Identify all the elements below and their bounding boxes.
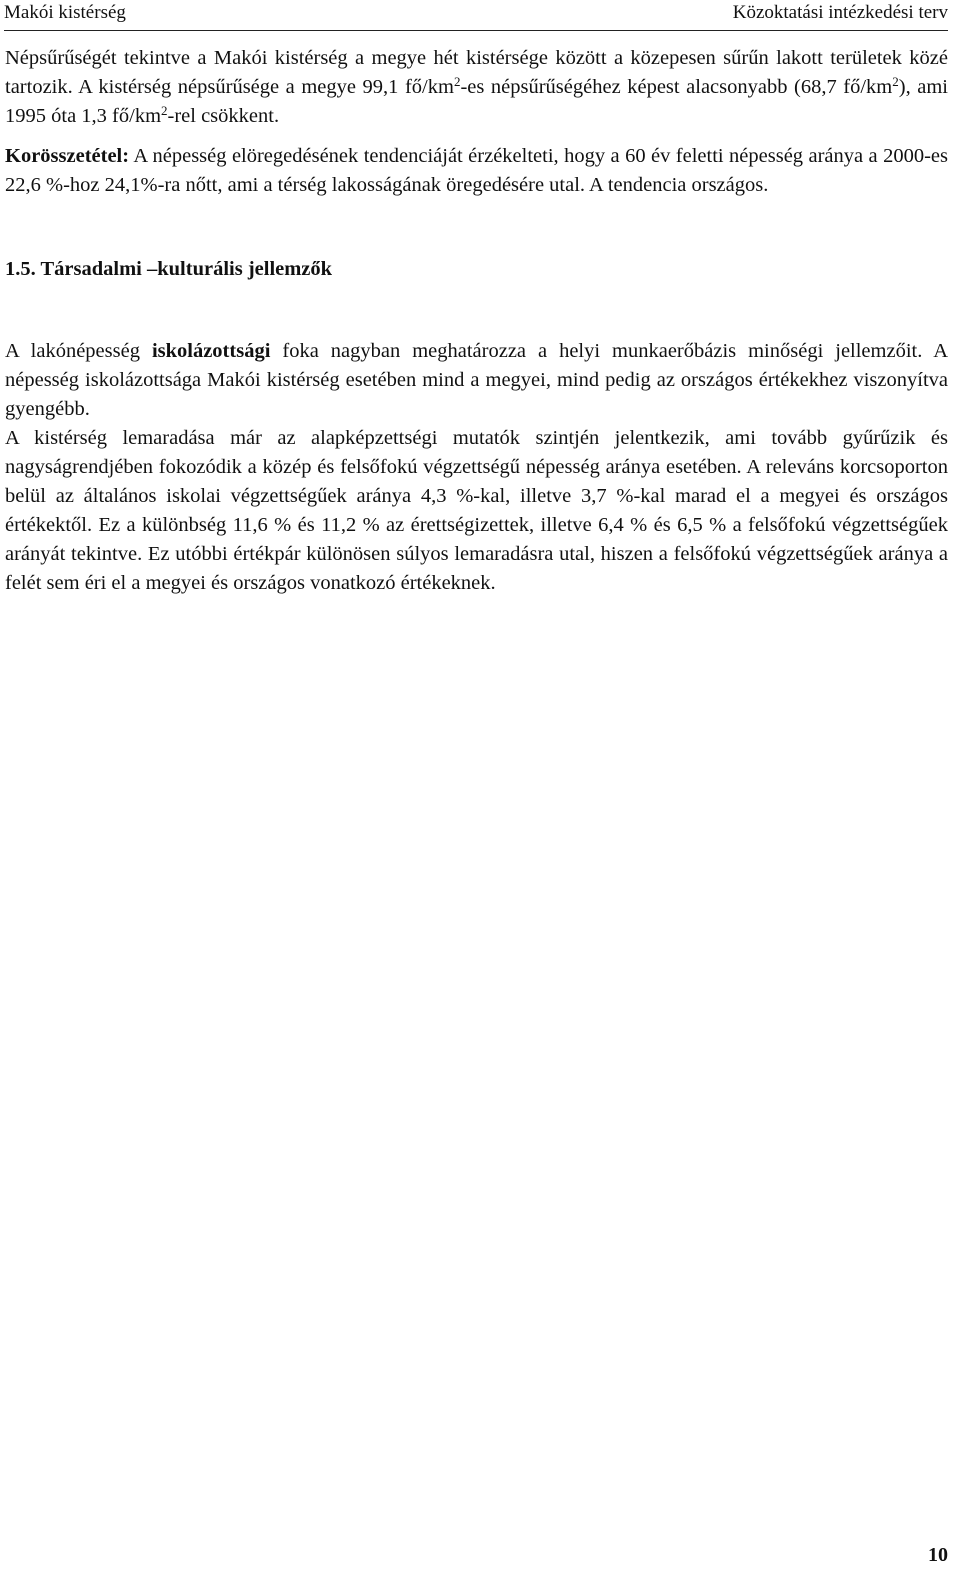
density-text-2: -es népsűrűségéhez képest alacsonyabb (68,7 fő/km	[460, 76, 893, 98]
paragraph-population-density	[5, 44, 948, 131]
education-bold-term: iskolázottsági	[151, 340, 271, 362]
paragraph-education-level	[5, 337, 948, 424]
header-district-name: Makói kistérség	[4, 2, 126, 23]
document-body	[5, 44, 948, 598]
superscript-2: 2	[892, 74, 899, 89]
page-header	[4, 0, 948, 31]
header-document-title: Közoktatási intézkedési terv	[732, 2, 948, 23]
density-text-3: ), ami 1995 óta 1,3 fő/km	[5, 76, 948, 127]
age-structure-label: Korösszetétel:	[5, 145, 130, 167]
superscript-2: 2	[453, 74, 461, 89]
superscript-2: 2	[161, 103, 168, 118]
education-text-1: A lakónépesség	[5, 340, 152, 362]
paragraph-education-gap: A kistérség lemaradása már az alapképzettségi mutatók szintjén jelentkezik, ami tovább gyűrűzik és nagyságrendjében fokozódik a közép és felsőfokú végzettségű népesség aránya esetében. A releváns korcsoporton belül az általános iskolai végzettségűek aránya 4,3 %-kal, illetve 3,7 %-kal marad el a megyei és országos értékektől. Ez a különbség 11,6 % és 11,2 % az érettségizettek, illetve 6,4 % és 6,5 % a felsőfokú végzettségűek arányát tekintve. Ez utóbbi értékpár különösen súlyos lemaradásra utal, hiszen a felsőfokú végzettségűek aránya a felét sem éri el a megyei és országos vonatkozó értékeknek.	[5, 427, 948, 594]
density-text-4: -rel csökkent.	[167, 105, 280, 127]
section-heading: 1.5. Társadalmi –kulturális jellemzők	[5, 258, 333, 280]
paragraph-age-structure	[5, 142, 948, 200]
age-structure-text: A népesség elöregedésének tendenciáját érzékelteti, hogy a 60 év feletti népesség aránya a 2000-es 22,6 %-hoz 24,1%-ra nőtt, ami a térség lakosságának öregedésére utal. A tendencia országos.	[5, 145, 948, 196]
density-text-1: Népsűrűségét tekintve a Makói kistérség a megye hét kistérsége között a közepesen sűrűn lakott területek közé tartozik. A kistérség népsűrűsége a megye 99,1 fő/km	[5, 47, 948, 98]
page-number: 10	[928, 1544, 948, 1566]
education-text-2: foka nagyban meghatározza a helyi munkaerőbázis minőségi jellemzőit. A népesség iskolázottsága Makói kistérség esetében mind a megyei, mind pedig az országos értékekhez viszonyítva gyengébb.	[5, 340, 948, 420]
